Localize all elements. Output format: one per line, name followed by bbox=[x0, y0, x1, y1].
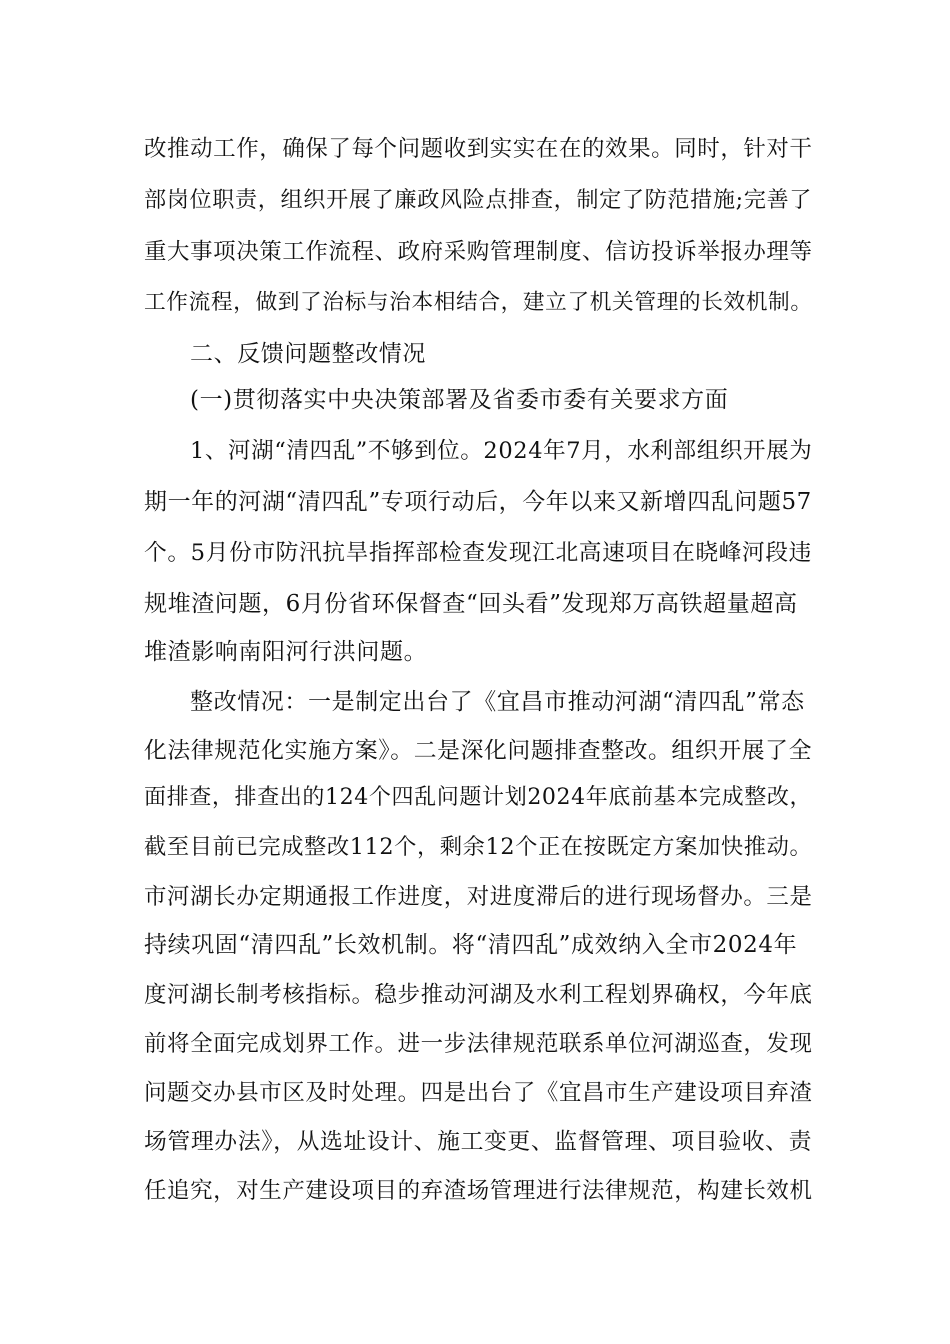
body-text-line: 个。5月份市防汛抗旱指挥部检查发现江北高速项目在晓峰河段违 bbox=[144, 540, 812, 566]
body-text-line: 整改情况：一是制定出台了《宜昌市推动河湖“清四乱”常态 bbox=[190, 689, 805, 715]
body-text-line: 工作流程，做到了治标与治本相结合，建立了机关管理的长效机制。 bbox=[144, 290, 813, 315]
body-text-line: 改推动工作，确保了每个问题收到实实在在的效果。同时，针对干 bbox=[144, 136, 813, 162]
section-heading: 二、反馈问题整改情况 bbox=[190, 341, 426, 367]
body-text-line: 度河湖长制考核指标。稳步推动河湖及水利工程划界确权，今年底 bbox=[144, 982, 813, 1008]
body-text-line: 问题交办县市区及时处理。四是出台了《宜昌市生产建设项目弃渣 bbox=[144, 1080, 813, 1106]
body-text-line: 部岗位职责，组织开展了廉政风险点排查，制定了防范措施;完善了 bbox=[144, 187, 812, 213]
body-text-line: 规堆渣问题，6月份省环保督查“回头看”发现郑万高铁超量超高 bbox=[144, 591, 798, 617]
body-text-line: 面排查，排查出的124个四乱问题计划2024年底前基本完成整改， bbox=[144, 785, 813, 810]
body-text-line: 持续巩固“清四乱”长效机制。将“清四乱”成效纳入全市2024年 bbox=[144, 932, 798, 958]
body-text-line: 截至目前已完成整改112个，剩余12个正在按既定方案加快推动。 bbox=[144, 834, 813, 860]
body-text-line: 期一年的河湖“清四乱”专项行动后，今年以来又新增四乱问题57 bbox=[144, 489, 812, 515]
body-text-line: 市河湖长办定期通报工作进度，对进度滞后的进行现场督办。三是 bbox=[144, 884, 813, 910]
subsection-heading: (一)贯彻落实中央决策部署及省委市委有关要求方面 bbox=[190, 387, 729, 413]
body-text-line: 1、河湖“清四乱”不够到位。2024年7月，水利部组织开展为 bbox=[190, 438, 813, 464]
body-text-line: 重大事项决策工作流程、政府采购管理制度、信访投诉举报办理等 bbox=[144, 239, 813, 265]
body-text-line: 堆渣影响南阳河行洪问题。 bbox=[144, 639, 428, 665]
body-text-line: 场管理办法》，从选址设计、施工变更、监督管理、项目验收、责 bbox=[144, 1129, 812, 1155]
body-text-line: 前将全面完成划界工作。进一步法律规范联系单位河湖巡查，发现 bbox=[144, 1031, 813, 1057]
body-text-line: 任追究，对生产建设项目的弃渣场管理进行法律规范，构建长效机 bbox=[144, 1178, 813, 1204]
body-text-line: 化法律规范化实施方案》。二是深化问题排查整改。组织开展了全 bbox=[144, 738, 812, 764]
